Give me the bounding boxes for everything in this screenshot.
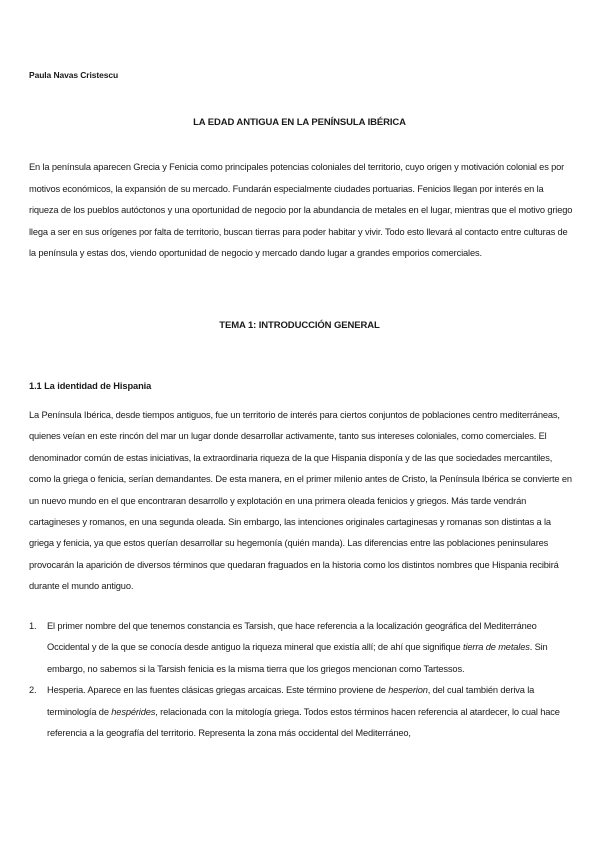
list-item-text: El primer nombre del que tenemos constancia es Tarsish, que hace referencia a la localización geográfica del Mediterráneo Occidental y de la que se conocía desde antiguo la riqueza mineral que existía allí; de ahí que signifique [47,621,537,653]
list-item [29,680,575,744]
list-item-text: Hesperia. Aparece en las fuentes clásicas griegas arcaicas. Este término proviene de [47,685,389,696]
list-item-text: . Sin embargo, no sabemos si la Tarsish fenicia es la misma tierra que los griegos mencionan como Tartessos. [47,642,548,674]
list-item-italic-term: hesperion [388,685,428,696]
list-item-text: , relacionada con la mitología griega. Todos estos términos hacen referencia al atardecer, lo cual hace referencia a la geografía del territorio. Representa la zona más occidental del Mediterráneo, [47,706,560,739]
subsection-title: 1.1 La identidad de Hispania [29,381,152,391]
document-title: LA EDAD ANTIGUA EN LA PENÍNSULA IBÉRICA [193,117,406,128]
author-name: Paula Navas Cristescu [29,70,119,80]
intro-paragraph: En la península aparecen Grecia y Fenicia como principales potencias coloniales del territorio, cuyo origen y motivación colonial es por motivos económicos, la expansión de su mercado. Fundarán especialmente ciudades portuarias. Fenicios llegan por interés en la riqueza de los pueblos autóctonos y una oportunidad de negocio por la abundancia de metales en el lugar, mientras que el motivo griego llega a ser en sus orígenes por falta de territorio, buscan tierras para poder habitar y vivir. Todo esto llevará al contacto entre culturas de la península y estas dos, viendo oportunidad de negocio y mercado dando lugar a grandes emporios comerciales. [29,162,573,259]
list-item-italic-term: tierra de metales [463,642,530,653]
numbered-list [29,616,575,744]
list-item-text: , del cual también deriva la terminología de [47,685,535,717]
list-item-number: 2. [29,685,37,696]
list-item-number: 1. [29,621,37,631]
list-item-italic-term: hespérides [111,706,156,717]
list-item [29,616,575,680]
section-title: TEMA 1: INTRODUCCIÓN GENERAL [219,320,380,331]
body-paragraph: La Península Ibérica, desde tiempos antiguos, fue un territorio de interés para ciertos conjuntos de poblaciones centro mediterráneas, quienes veían en este rincón del mar un lugar donde desarrollar activamente, tanto sus intereses coloniales, como comerciales. El denominador común de estas iniciativas, la extraordinaria riqueza de la que Hispania disponía y de las que sociedades mercantiles, como la griega o fenicia, serían demandantes. De esta manera, en el primer milenio antes de Cristo, la Península Ibérica se convierte en un nuevo mundo en el que encontraran desarrollo y explotación en una primera oleada fenicios y griegos. Más tarde vendrán cartagineses y romanos, en una segunda oleada. Sin embargo, las intenciones originales cartaginesas y romanas son distintas a la griega y fenicia, ya que estos querían desarrollar su hegemonía (quién manda). Las diferencias entre las poblaciones peninsulares provocarán la aparición de diversos términos que quedaran fraguados en la historia como los distintos nombres que Hispania recibirá durante el mundo antiguo. [29,410,572,592]
